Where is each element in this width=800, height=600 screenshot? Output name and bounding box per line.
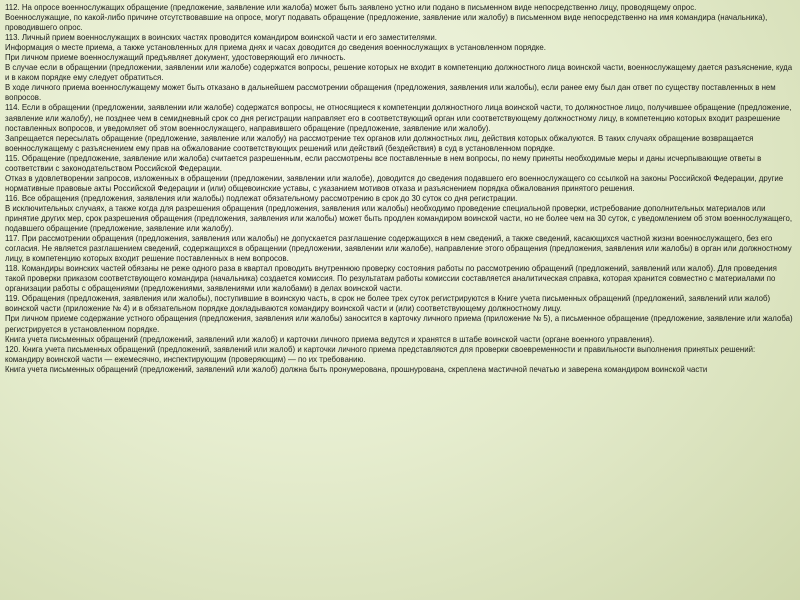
paragraph-116-b: В исключительных случаях, а также когда для разрешения обращения (предложения, заявления или жалобы) необходимо проведение специальной проверки, истребование дополнительных материалов или принятие других мер, срок разрешения обращения (предложения, заявления или жалобы) может быть продлен командиром воинской части, но не более чем на 30 суток, с уведомлением об этом военнослужащего, подавшего обращение (предложение, заявление или жалобу). — [5, 203, 793, 234]
paragraph-120-b: Книга учета письменных обращений (предложений, заявлений или жалоб) должна быть пронумерована, прошнурована, скреплена мастичной печатью и заверена командиром воинской части — [5, 364, 708, 374]
document-body — [5, 3, 793, 375]
paragraph-117: 117. При рассмотрении обращения (предложения, заявления или жалобы) не допускается разглашение содержащихся в нем сведений, а также сведений, касающихся частной жизни военнослужащего, без его согласия. Не является разглашением сведений, содержащихся в обращении (предложении, заявлении или жалобе), направление этого обращения (предложения, заявления или жалобы) в орган или должностному лицу, в компетенцию которых входит решение поставленных в нем вопросов. — [5, 234, 792, 264]
paragraph-114-a: 114. Если в обращении (предложении, заявлении или жалобе) содержатся вопросы, не относящиеся к компетенции должностного лица воинской части, то должностное лицо, получившее обращение (предложение, заявление или жалобу), не позднее чем в семидневный срок со дня регистрации направляет его в соответствующий орган или соответствующему должностному лицу, в компетенцию которых входит разрешение поставленных вопросов, и уведомляет об этом военнослужащего, направившего обращение (предложение, заявление или жалобу). — [5, 103, 792, 133]
paragraph-119-a: 119. Обращения (предложения, заявления или жалобы), поступившие в воинскую часть, в срок не более трех суток регистрируются в Книге учета письменных обращений (предложений, заявлений или жалоб) воинской части (приложение № 4) и в обязательном порядке докладываются командиру воинской части и (или) соответствующему должностному лицу. — [5, 294, 771, 314]
paragraph-119-b: При личном приеме содержание устного обращения (предложения, заявления или жалобы) заносится в карточку личного приема (приложение № 5), а письменное обращение (предложение, заявление или жалоба) регистрируется в установленном порядке. — [5, 314, 793, 334]
paragraph-112-b: Военнослужащие, по какой-либо причине отсутствовавшие на опросе, могут подавать обращение (предложение, заявление или жалобу) в письменном виде непосредственно на имя командира (начальника), проводившего опрос. — [5, 13, 768, 33]
paragraph-113-b: Информация о месте приема, а также установленных для приема днях и часах доводится до сведения военнослужащих в установленном порядке. — [5, 43, 546, 53]
paragraph-113-c: При личном приеме военнослужащий предъявляет документ, удостоверяющий его личность. — [5, 53, 346, 63]
paragraph-112-a: 112. На опросе военнослужащих обращение (предложение, заявление или жалоба) может быть заявлено устно или подано в письменном виде непосредственно лицу, проводящему опрос. — [5, 3, 697, 12]
paragraph-119-c: Книга учета письменных обращений (предложений, заявлений или жалоб) и карточки личного приема ведутся и хранятся в штабе воинской части (органе военного управления). — [5, 334, 655, 344]
paragraph-115-b: Отказ в удовлетворении запросов, изложенных в обращении (предложении, заявлении или жалобе), доводится до сведения подавшего его военнослужащего со ссылкой на законы Российской Федерации, другие нормативные правовые акты Российской Федерации и (или) общевоинские уставы, с указанием мотивов отказа и разъяснением порядка обжалования принятого решения. — [5, 173, 784, 193]
paragraph-113-a: 113. Личный прием военнослужащих в воинских частях проводится командиром воинской части и его заместителями. — [5, 33, 437, 43]
paragraph-116-a: 116. Все обращения (предложения, заявления или жалобы) подлежат обязательному рассмотрению в срок до 30 суток со дня регистрации. — [5, 193, 518, 203]
paragraph-113-e: В ходе личного приема военнослужащему может быть отказано в дальнейшем рассмотрении обращения (предложения, заявления или жалобы), если ранее ему был дан ответ по существу поставленных в нем вопросов. — [5, 83, 776, 103]
paragraph-115-a: 115. Обращение (предложение, заявление или жалоба) считается разрешенным, если рассмотрены все поставленные в нем вопросы, по нему приняты необходимые меры и даны исчерпывающие ответы в соответствии с законодательством Российской Федерации. — [5, 153, 762, 173]
paragraph-114-b: Запрещается пересылать обращение (предложение, заявление или жалобу) на рассмотрение тех органов или должностных лиц, действия которых обжалуются. В таких случаях обращение возвращается военнослужащему с разъяснением ему прав на обжалование соответствующих решений или действий (бездействия) в суд в установленном порядке. — [5, 133, 754, 153]
paragraph-120-a: 120. Книга учета письменных обращений (предложений, заявлений или жалоб) и карточки личного приема представляются для проверки своевременности и правильности выполнения принятых решений: командиру воинской части — ежемесячно, инспектирующим (проверяющим) — по их требованию. — [5, 344, 756, 364]
paragraph-113-d: В случае если в обращении (предложении, заявлении или жалобе) содержатся вопросы, решение которых не входит в компетенцию должностного лица воинской части, военнослужащему дается разъяснение, куда и в каком порядке ему следует обратиться. — [5, 63, 793, 83]
paragraph-118: 118. Командиры воинских частей обязаны не реже одного раза в квартал проводить внутреннюю проверку состояния работы по рассмотрению обращений (предложений, заявлений или жалоб). Для проведения такой проверки приказом соответствующего командира (начальника) создается комиссия. По результатам работы комиссии составляется аналитическая справка, которая хранится совместно с материалами по организации работы с обращениями (предложениями, заявлениями или жалобами) в делах воинской части. — [5, 264, 777, 294]
